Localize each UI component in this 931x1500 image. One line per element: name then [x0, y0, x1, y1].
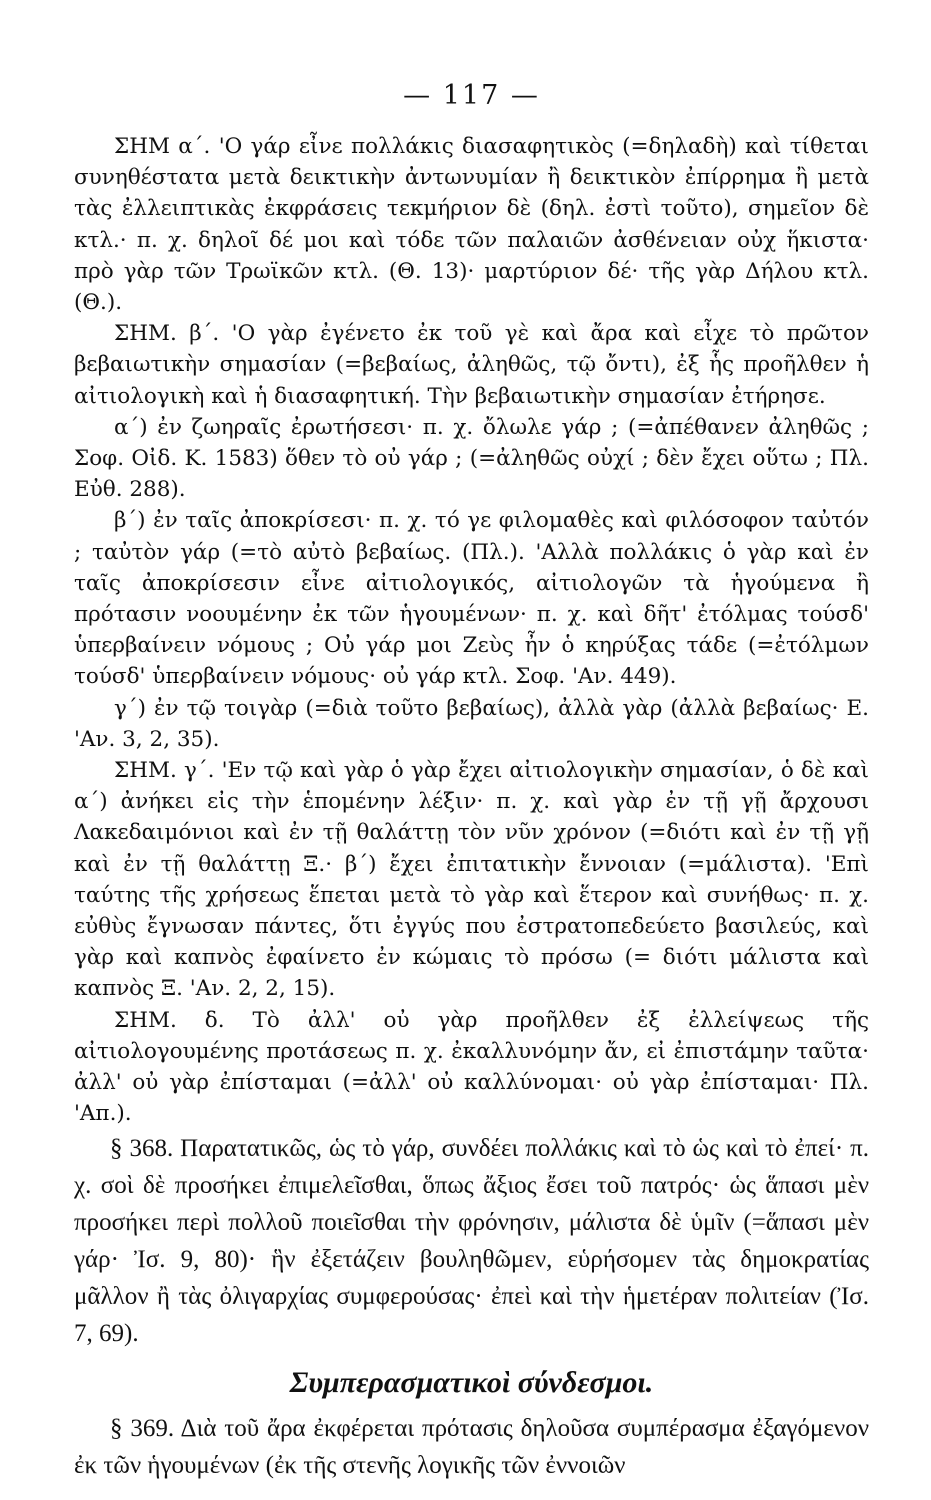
note-beta: ΣΗΜ. β΄. 'Ο γὰρ ἐγένετο ἐκ τοῦ γὲ καὶ ἄρα καὶ εἶχε τὸ πρῶτον βεβαιωτικὴν σημασίαν (=βεβαίως, ἀληθῶς, τῷ ὄντι), ἐξ ἧς προῆλθεν ἡ αἰτιολογικὴ καὶ ἡ διασαφητική. Τὴν βεβαιωτικὴν σημασίαν ἐτήρησε.	[74, 321, 869, 409]
note-beta-b: β΄) ἐν ταῖς ἀποκρίσεσι· π. χ. τό γε φιλομαθὲς καὶ φιλόσοφον ταὐτόν ; ταὐτὸν γάρ (=τὸ αὐτὸ βεβαίως. (Πλ.). 'Αλλὰ πολλάκις ὁ γὰρ καὶ ἐν ταῖς ἀποκρίσεσιν εἶνε αἰτιολογικός, αἰτιολογῶν τὰ ἡγούμενα ἢ πρότασιν νοουμένην ἐκ τῶν ἡγουμένων· π. χ. καὶ δῆτ' ἐτόλμας τούσδ' ὑπερβαίνειν νόμους ; Οὐ γάρ μοι Ζεὺς ἦν ὁ κηρύξας τάδε (=ἐτόλμων τούσδ' ὑπερβαίνειν νόμους· οὐ γάρ κτλ. Σοφ. 'Αν. 449).	[74, 508, 869, 690]
note-beta-c: γ΄) ἐν τῷ τοιγὰρ (=διὰ τοῦτο βεβαίως), ἀλλὰ γὰρ (ἀλλὰ βεβαίως· Ε. 'Αν. 3, 2, 35).	[74, 695, 869, 752]
note-alpha: ΣΗΜ α΄. 'Ο γάρ εἶνε πολλάκις διασαφητικὸς (=δηλαδὴ) καὶ τίθεται συνηθέστατα μετὰ δεικτικὴν ἀντωνυμίαν ἢ δεικτικὸν ἐπίρρημα ἢ μετὰ τὰς ἐλλειπτικὰς ἐκφράσεις τεκμήριον δὲ (δηλ. ἐστὶ τοῦτο), σημεῖον δὲ κτλ.· π. χ. δηλοῖ δέ μοι καὶ τόδε τῶν παλαιῶν ἀσθένειαν οὐχ ἥκιστα· πρὸ γὰρ τῶν Τρωϊκῶν κτλ. (Θ. 13)· μαρτύριον δέ· τῆς γὰρ Δήλου κτλ. (Θ.).	[74, 134, 869, 316]
page-number: — 117 —	[403, 80, 540, 111]
section-368: § 368. Παρατατικῶς, ὡς τὸ γάρ, συνδέει πολλάκις καὶ τὸ ὡς καὶ τὸ ἐπεί· π. χ. σοὶ δὲ προσήκει ἐπιμελεῖσθαι, ὅπως ἄξιος ἔσει τοῦ πατρός· ὡς ἅπασι μὲν προσήκει περὶ πολλοῦ ποιεῖσθαι τὴν φρόνησιν, μάλιστα δὲ ὑμῖν (=ἅπασι μὲν γάρ· Ἰσ. 9, 80)· ἣν ἐξετάζειν βουληθῶμεν, εὑρήσομεν τὰς δημοκρατίας μᾶλλον ἢ τὰς ὀλιγαρχίας συμφερούσας· ἐπεὶ καὶ τὴν ἡμετέραν πολιτείαν (Ἰσ. 7, 69).	[74, 1134, 869, 1347]
note-delta: ΣΗΜ. δ. Τὸ ἀλλ' οὐ γὰρ προῆλθεν ἐξ ἐλλείψεως τῆς αἰτιολογουμένης προτάσεως π. χ. ἐκαλλυνόμην ἄν, εἰ ἐπιστάμην ταῦτα· ἀλλ' οὐ γὰρ ἐπίσταμαι (=ἀλλ' οὐ καλλύνομαι· οὐ γὰρ ἐπίσταμαι· Πλ. 'Απ.).	[74, 1007, 869, 1127]
note-gamma: ΣΗΜ. γ΄. 'Εν τῷ καὶ γὰρ ὁ γὰρ ἔχει αἰτιολογικὴν σημασίαν, ὁ δὲ καὶ α΄) ἀνήκει εἰς τὴν ἑπομένην λέξιν· π. χ. καὶ γὰρ ἐν τῇ γῇ ἄρχουσι Λακεδαιμόνιοι καὶ ἐν τῇ θαλάττῃ τὸν νῦν χρόνον (=διότι καὶ ἐν τῇ γῇ καὶ ἐν τῇ θαλάττῃ Ξ.· β΄) ἔχει ἐπιτατικὴν ἔννοιαν (=μάλιστα). 'Επὶ ταύτης τῆς χρήσεως ἕπεται μετὰ τὸ γὰρ καὶ ἕτερον καὶ συνήθως· π. χ. εὐθὺς ἔγνωσαν πάντες, ὅτι ἐγγύς που ἐστρατοπεδεύετο βασιλεύς, καὶ γὰρ καὶ καπνὸς ἐφαίνετο ἐν κώμαις τὸ πρόσω (= διότι μάλιστα καὶ καπνὸς Ξ. 'Αν. 2, 2, 15).	[74, 758, 869, 1002]
section-heading: Συμπερασματικοὶ σύνδεσμοι.	[289, 1365, 654, 1399]
section-369: § 369. Διὰ τοῦ ἄρα ἐκφέρεται πρότασις δηλοῦσα συμπέρασμα ἐξαγόμενον ἐκ τῶν ἡγουμένων (ἐκ τῆς στενῆς λογικῆς τῶν ἐννοιῶν	[74, 1414, 869, 1479]
note-beta-a: α΄) ἐν ζωηραῖς ἐρωτήσεσι· π. χ. ὄλωλε γάρ ; (=ἀπέθανεν ἀληθῶς ; Σοφ. Οἰδ. Κ. 1583) ὅθεν τὸ οὐ γάρ ; (=ἀληθῶς οὐχί ; δὲν ἔχει οὕτω ; Πλ. Εὐθ. 288).	[74, 414, 869, 503]
